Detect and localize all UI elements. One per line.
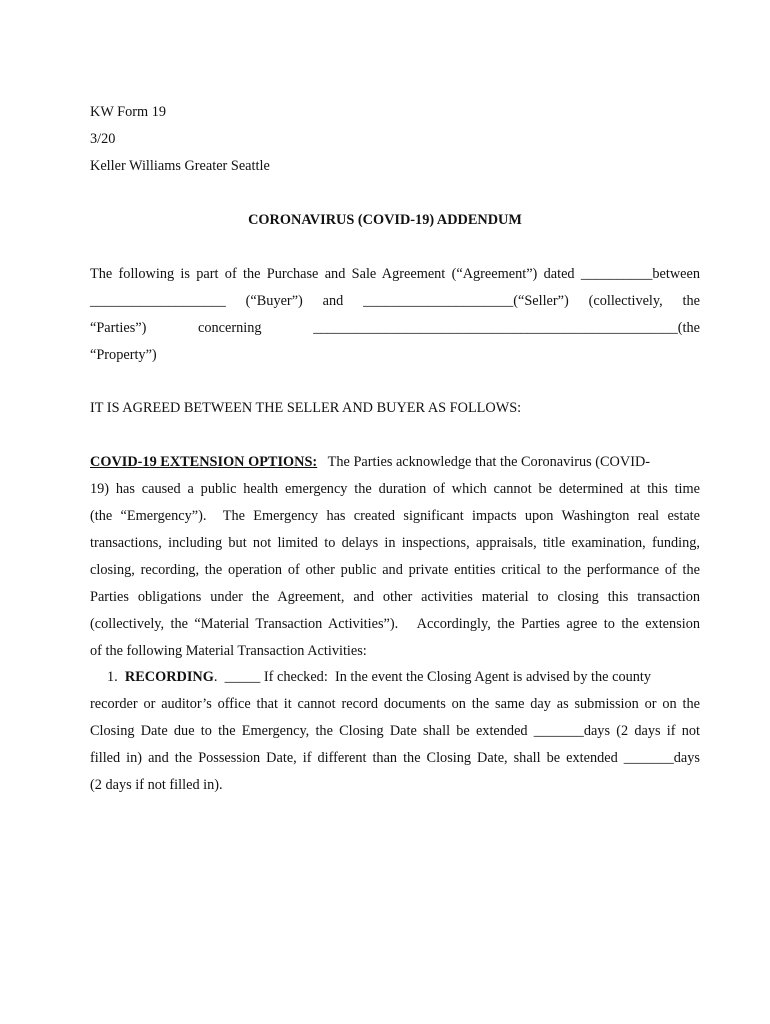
item-recording-first-line: [107, 668, 651, 686]
document-title: CORONAVIRUS (COVID-19) ADDENDUM: [248, 212, 522, 228]
extension-line: of the following Material Transaction Activities:: [90, 643, 367, 659]
extension-line: (the “Emergency”). The Emergency has created significant impacts upon Washington real estate: [90, 508, 700, 524]
item-label: RECORDING: [124, 669, 214, 685]
extension-line: Parties obligations under the Agreement, and other activities material to closing this transaction: [90, 589, 700, 605]
item-text: . _____ If checked: In the event the Closing Agent is advised by the county: [213, 669, 652, 685]
form-revision: 3/20: [90, 131, 116, 147]
extension-heading: COVID-19 EXTENSION OPTIONS:: [90, 454, 318, 470]
extension-line: transactions, including but not limited to delays in inspections, appraisals, title examination, funding,: [90, 535, 700, 551]
form-id: KW Form 19: [90, 104, 166, 120]
item-number: 1.: [107, 669, 118, 685]
item-recording-line: Closing Date due to the Emergency, the Closing Date shall be extended _______days (2 days if not: [90, 723, 700, 739]
intro-line: “Parties”) concerning ___________________________________________________(the: [90, 320, 700, 336]
office-name: Keller Williams Greater Seattle: [90, 158, 270, 174]
intro-line: The following is part of the Purchase and Sale Agreement (“Agreement”) dated __________between: [90, 266, 700, 282]
intro-line: “Property”): [90, 347, 157, 363]
item-recording-line: (2 days if not filled in).: [90, 777, 223, 793]
extension-line: closing, recording, the operation of other public and private entities critical to the performance of the: [90, 562, 700, 578]
extension-line: 19) has caused a public health emergency the duration of which cannot be determined at this time: [90, 481, 700, 497]
intro-line: ___________________ (“Buyer”) and _____________________(“Seller”) (collectively, the: [90, 293, 700, 309]
item-recording-line: filled in) and the Possession Date, if different than the Closing Date, shall be extended _______days: [90, 750, 700, 766]
extension-text: The Parties acknowledge that the Coronavirus (COVID-: [327, 454, 651, 470]
extension-line: (collectively, the “Material Transaction Activities”). Accordingly, the Parties agree to the extension: [90, 616, 700, 632]
extension-first-line: [90, 453, 650, 471]
agreement-statement: IT IS AGREED BETWEEN THE SELLER AND BUYER AS FOLLOWS:: [90, 400, 522, 416]
item-recording-line: recorder or auditor’s office that it cannot record documents on the same day as submission or on the: [90, 696, 700, 712]
